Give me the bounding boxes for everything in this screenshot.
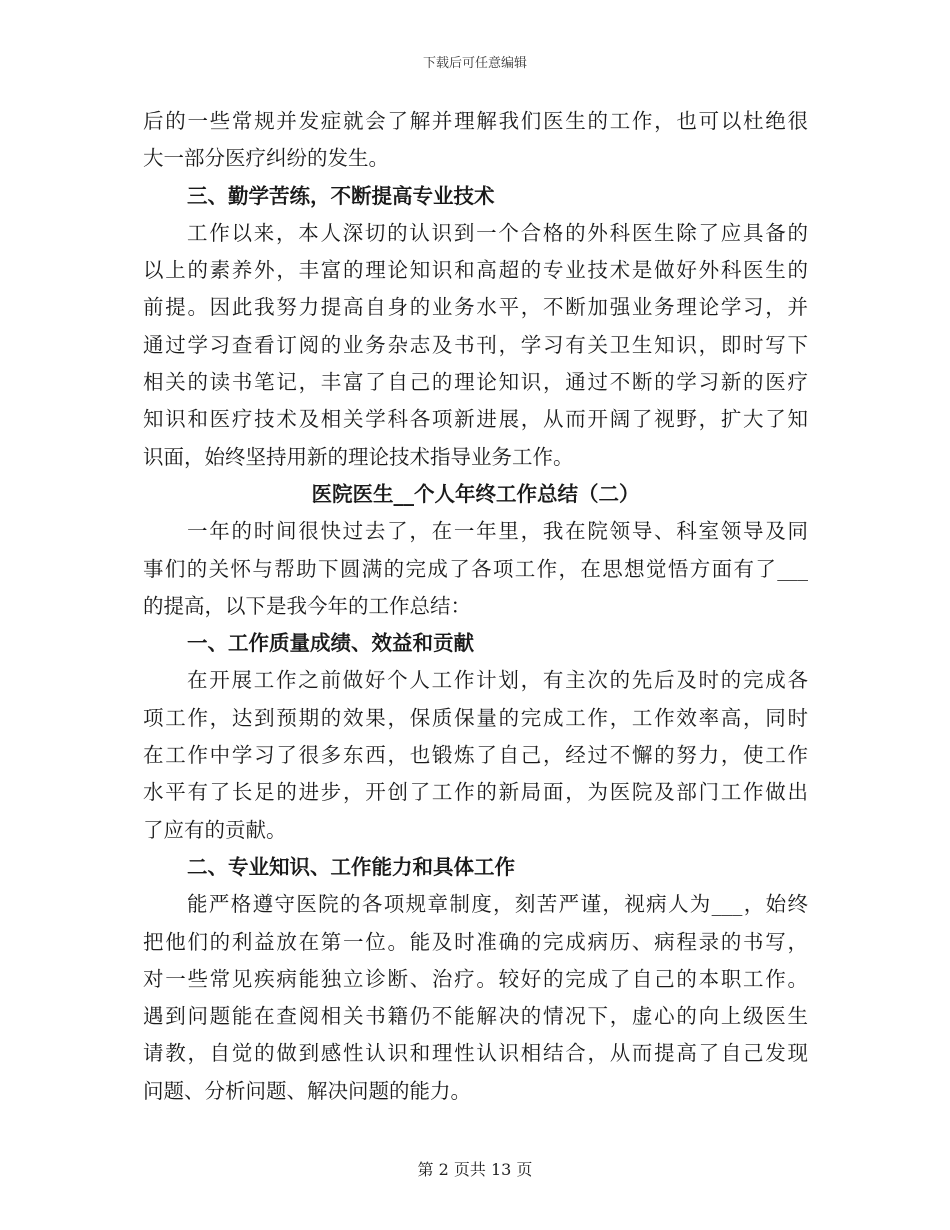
paragraph-line: 前提。因此我努力提高自身的业务水平，不断加强业务理论学习，并 [143, 295, 808, 320]
paragraph-line: 了应有的贡献。 [143, 817, 287, 842]
page-footer: 第 2 页共 13 页 [417, 1160, 533, 1179]
paragraph-line: 大一部分医疗纠纷的发生。 [143, 146, 389, 171]
paragraph-line: 把他们的利益放在第一位。能及时准确的完成病历、病程录的书写， [143, 929, 808, 954]
document-title: 医院医生__个人年终工作总结（二） [311, 481, 640, 506]
paragraph-line: 知识和医疗技术及相关学科各项新进展，从而开阔了视野，扩大了知 [143, 407, 808, 432]
paragraph-line: 项工作，达到预期的效果，保质保量的完成工作，工作效率高，同时 [143, 705, 808, 730]
paragraph-line: 能严格遵守医院的各项规章制度，刻苦严谨，视病人为___，始终 [187, 892, 808, 917]
paragraph-line: 识面，始终坚持用新的理论技术指导业务工作。 [143, 444, 574, 469]
section-heading: 二、专业知识、工作能力和具体工作 [187, 854, 515, 879]
document-body [143, 103, 808, 1110]
paragraph-line: 对一些常见疾病能独立诊断、治疗。较好的完成了自己的本职工作。 [143, 966, 808, 991]
paragraph-line: 水平有了长足的进步，开创了工作的新局面，为医院及部门工作做出 [143, 780, 808, 805]
paragraph-line: 通过学习查看订阅的业务杂志及书刊，学习有关卫生知识，即时写下 [143, 332, 808, 357]
section-heading: 三、勤学苦练，不断提高专业技术 [187, 183, 495, 208]
paragraph-line: 相关的读书笔记，丰富了自己的理论知识，通过不断的学习新的医疗 [143, 370, 808, 395]
paragraph-line: 在工作中学习了很多东西，也锻炼了自己，经过不懈的努力，使工作 [143, 743, 808, 768]
paragraph-line: 的提高，以下是我今年的工作总结： [143, 593, 471, 618]
paragraph-line: 一年的时间很快过去了，在一年里，我在院领导、科室领导及同 [187, 519, 808, 544]
paragraph-line: 在开展工作之前做好个人工作计划，有主次的先后及时的完成各 [187, 668, 808, 693]
paragraph-line: 以上的素养外，丰富的理论知识和高超的专业技术是做好外科医生的 [143, 258, 808, 283]
paragraph-line: 工作以来，本人深切的认识到一个合格的外科医生除了应具备的 [187, 220, 808, 245]
paragraph-line: 事们的关怀与帮助下圆满的完成了各项工作，在思想觉悟方面有了___ [143, 556, 808, 581]
paragraph-line: 遇到问题能在查阅相关书籍仍不能解决的情况下，虚心的向上级医生 [143, 1004, 808, 1029]
section-heading: 一、工作质量成绩、效益和贡献 [187, 631, 474, 656]
paragraph-line: 后的一些常规并发症就会了解并理解我们医生的工作，也可以杜绝很 [143, 109, 808, 133]
paragraph-line: 请教，自觉的做到感性认识和理性认识相结合，从而提高了自己发现 [143, 1041, 808, 1066]
paragraph-line: 问题、分析问题、解决问题的能力。 [143, 1078, 471, 1103]
page-header: 下载后可任意编辑 [422, 56, 527, 71]
